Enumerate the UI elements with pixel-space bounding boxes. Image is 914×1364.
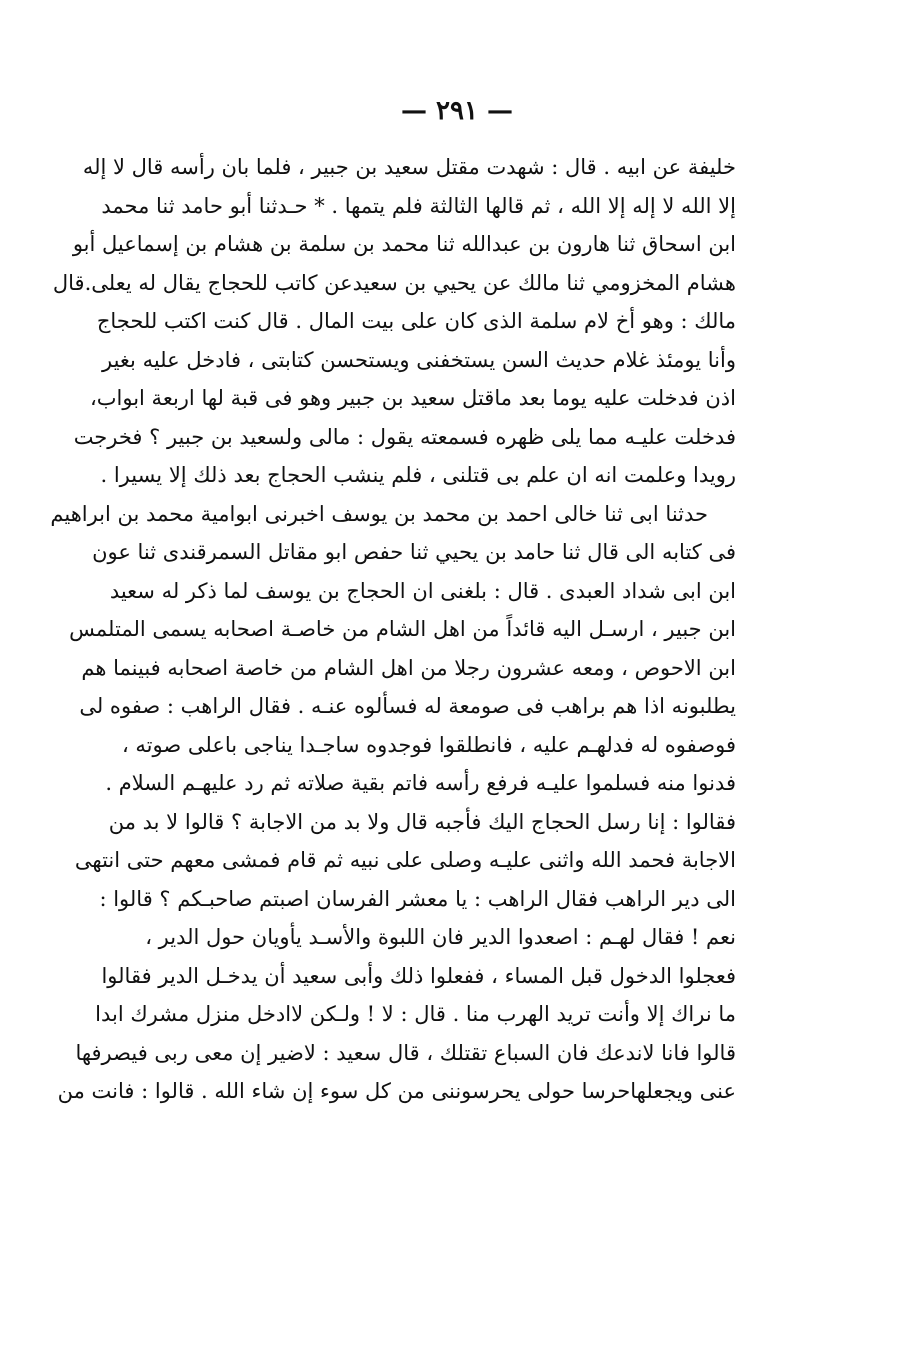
text-line: ابن جبير ، ارسـل اليه قائداً من اهل الشام من خاصـة اصحابه يسمى المتلمس [69, 617, 736, 641]
text-line: يطلبونه اذا هم براهب فى صومعة له فسألوه عنـه . فقال الراهب : صفوه لى [79, 694, 736, 718]
text-line: نعم ! فقال لهـم : اصعدوا الدير فان اللبوة والأسـد يأويان حول الدير ، [145, 925, 736, 949]
text-line: فى كتابه الى قال ثنا حامد بن يحيي ثنا حفص ابو مقاتل السمرقندى ثنا عون [92, 540, 736, 564]
body-text [50, 148, 736, 1111]
text-line: رويدا وعلمت انه ان علم بى قتلنى ، فلم ينشب الحجاج بعد ذلك إلا يسيرا . [100, 463, 736, 487]
text-line: مالك : وهو أخ لام سلمة الذى كان على بيت المال . قال كنت اكتب للحجاج [96, 309, 736, 333]
text-line: الى دير الراهب فقال الراهب : يا معشر الفرسان اصبتم صاحبـكم ؟ قالوا : [99, 886, 736, 911]
text-line: ابن ابى شداد العبدى . قال : بلغنى ان الحجاج بن يوسف لما ذكر له سعيد [109, 578, 736, 603]
text-line: فعجلوا الدخول قبل المساء ، ففعلوا ذلك وأبى سعيد أن يدخـل الدير فقالوا [101, 963, 736, 988]
text-line: فدنوا منه فسلموا عليـه فرفع رأسه فاتم بقية صلاته ثم رد عليهـم السلام . [105, 771, 736, 795]
text-line: الاجابة فحمد الله واثنى عليـه وصلى على نبيه ثم قام فمشى معهم حتى انتهى [74, 848, 736, 872]
text-line: خليفة عن ابيه . قال : شهدت مقتل سعيد بن جبير ، فلما بان رأسه قال لا إله [82, 155, 736, 179]
text-line: قالوا فانا لاندعك فان السباع تقتلك ، قال سعيد : لاضير إن معى ربى فيصرفها [75, 1040, 736, 1065]
text-line: عنى ويجعلهاحرسا حولى يحرسوننى من كل سوء إن شاء الله . قالوا : فانت من [57, 1079, 736, 1103]
text-line: فدخلت عليـه مما يلى ظهره فسمعته يقول : مالى ولسعيد بن جبير ؟ فخرجت [73, 424, 736, 449]
text-line: حدثنا ابى ثنا خالى احمد بن محمد بن يوسف اخبرنى ابوامية محمد بن ابراهيم [50, 501, 708, 526]
text-line: هشام المخزومي ثنا مالك عن يحيي بن سعيدعن كاتب للحجاج يقال له يعلى.قال [52, 270, 736, 295]
text-line: ابن الاحوص ، ومعه عشرون رجلا من اهل الشام من خاصة اصحابه فبينما هم [81, 655, 736, 680]
text-line: فقالوا : إنا رسل الحجاج اليك فأجبه قال ولا بد من الاجابة ؟ قالوا لا بد من [108, 809, 736, 834]
text-line: وأنا يومئذ غلام حديث السن يستخفنى ويستحسن كتابتى ، فادخل عليه بغير [102, 347, 736, 372]
text-line: فوصفوه له فدلهـم عليه ، فانطلقوا فوجدوه ساجـدا يناجى باعلى صوته ، [121, 732, 736, 757]
page-number: — ٢٩١ — [400, 96, 514, 126]
text-line: إلا الله لا إله إلا الله ، ثم قالها الثالثة فلم يتمها . * حـدثنا أبو حامد ثنا محمد [101, 193, 736, 218]
text-line: ما نراك إلا وأنت تريد الهرب منا . قال : لا ! ولـكن لاادخل منزل مشرك ابدا [95, 1002, 736, 1026]
text-line: ابن اسحاق ثنا هارون بن عبدالله ثنا محمد بن سلمة بن هشام بن إسماعيل أبو [72, 232, 736, 256]
text-line: اذن فدخلت عليه يوما بعد ماقتل سعيد بن جبير وهو فى قبة لها اربعة ابواب، [89, 386, 736, 410]
